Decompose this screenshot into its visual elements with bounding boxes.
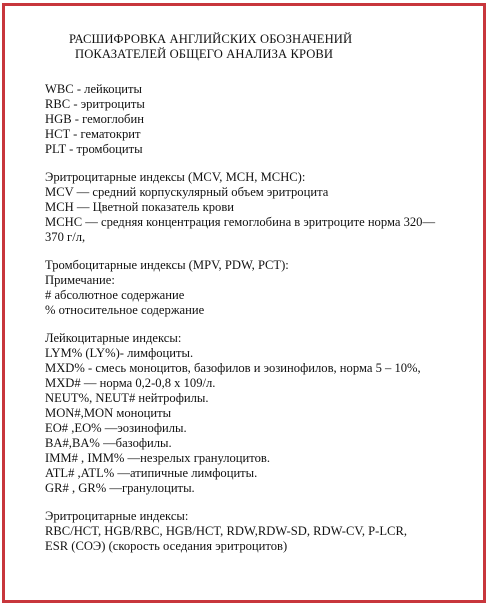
section-heading: Тромбоцитарные индексы (MPV, PDW, PCT): (45, 258, 289, 272)
section-heading: Эритроцитарные индексы (MCV, MCH, MCHC): (45, 170, 306, 184)
document-frame (2, 3, 486, 603)
section-heading: Эритроцитарные индексы: (45, 509, 189, 523)
document-body (45, 32, 475, 567)
text-line: MCH — Цветной показатель крови (45, 200, 235, 214)
title-line-1: РАСШИФРОВКА АНГЛИЙСКИХ ОБОЗНАЧЕНИЙ (69, 32, 353, 46)
section-main-parameters (45, 82, 475, 157)
title-line-2: ПОКАЗАТЕЛЕЙ ОБЩЕГО АНАЛИЗА КРОВИ (75, 47, 334, 61)
text-line: HGB - гемоглобин (45, 112, 144, 126)
section-erythrocyte-indices (45, 170, 475, 245)
text-line: EO# ,EO% —эозинофилы. (45, 421, 187, 435)
text-line: PLT - тромбоциты (45, 142, 143, 156)
text-line: WBC - лейкоциты (45, 82, 143, 96)
text-line: ATL# ,ATL% —атипичные лимфоциты. (45, 466, 258, 480)
text-line: BA#,BA% —базофилы. (45, 436, 172, 450)
text-line: Примечание: (45, 273, 115, 287)
text-line: MXD% - смесь моноцитов, базофилов и эозинофилов, норма 5 – 10%, (45, 361, 421, 375)
text-line: MXD# — норма 0,2-0,8 x 109/л. (45, 376, 216, 390)
text-line: MON#,MON моноциты (45, 406, 172, 420)
text-line: NEUT%, NEUT# нейтрофилы. (45, 391, 209, 405)
text-line: MCHC — средняя концентрация гемоглобина в эритроците норма 320— (45, 215, 436, 229)
document-title (45, 32, 475, 62)
text-line: # абсолютное содержание (45, 288, 185, 302)
section-heading: Лейкоцитарные индексы: (45, 331, 182, 345)
text-line: LYM% (LY%)- лимфоциты. (45, 346, 194, 360)
text-line: IMM# , IMM% —незрелых гранулоцитов. (45, 451, 271, 465)
section-platelet-indices (45, 258, 475, 318)
section-erythrocyte-indices-extra (45, 509, 475, 554)
text-line: RBC/HCT, HGB/RBC, HGB/HCT, RDW,RDW-SD, RDW-CV, P-LCR, (45, 524, 408, 538)
text-line: ESR (СОЭ) (скорость оседания эритроцитов) (45, 539, 288, 553)
text-line: % относительное содержание (45, 303, 205, 317)
text-line: RBC - эритроциты (45, 97, 145, 111)
text-line: GR# , GR% —гранулоциты. (45, 481, 195, 495)
text-line: MCV — средний корпускулярный объем эритроцита (45, 185, 329, 199)
text-line: 370 г/л, (45, 230, 86, 244)
text-line: HCT - гематокрит (45, 127, 141, 141)
section-leukocyte-indices (45, 331, 475, 496)
